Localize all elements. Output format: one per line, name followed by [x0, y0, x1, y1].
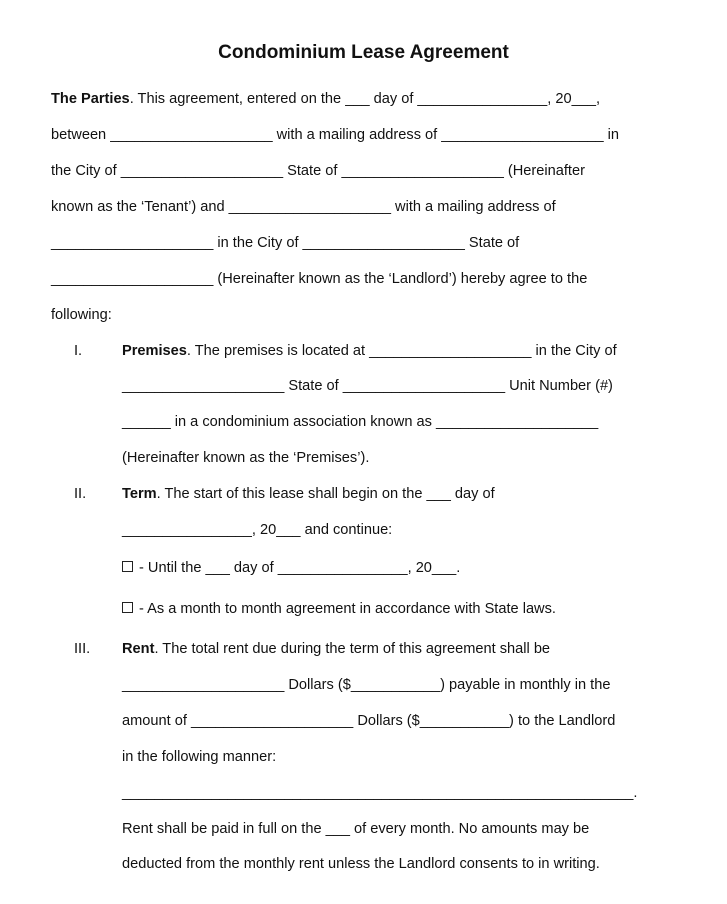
parties-line-2: between ____________________ with a mailing address of ____________________ in	[51, 127, 620, 143]
premises-line-4: (Hereinafter known as the ‘Premises’).	[122, 450, 370, 466]
parties-line-4: known as the ‘Tenant’) and ____________________ with a mailing address of	[51, 199, 556, 215]
rent-line-7: deducted from the monthly rent unless the Landlord consents to in writing.	[122, 856, 600, 872]
parties-line-3: the City of ____________________ State of ____________________ (Hereinafter	[51, 163, 585, 179]
rent-heading: Rent	[122, 641, 155, 657]
parties-line-6: ____________________ (Hereinafter known as the ‘Landlord’) hereby agree to the	[51, 271, 588, 287]
parties-text-1: . This agreement, entered on the ___ day of ________________, 20___,	[129, 91, 601, 107]
rent-line-2: ____________________ Dollars ($___________) payable in monthly in the	[122, 677, 611, 693]
rent-line-3: amount of ____________________ Dollars ($___________) to the Landlord	[122, 713, 616, 729]
section-number-premises: I.	[74, 343, 83, 359]
parties-line-5: ____________________ in the City of ____________________ State of	[51, 235, 520, 251]
term-option-month-to-month	[122, 600, 556, 618]
parties-heading: The Parties	[51, 91, 130, 107]
premises-line-3: ______ in a condominium association known as ____________________	[122, 414, 599, 430]
rent-line-1	[122, 640, 550, 658]
parties-line-1	[51, 90, 600, 108]
premises-heading: Premises	[122, 343, 187, 359]
term-heading: Term	[122, 486, 157, 502]
section-number-rent: III.	[74, 641, 91, 657]
month-to-month-checkbox[interactable]	[122, 602, 133, 613]
rent-line-5: _______________________________________________________________.	[122, 785, 638, 801]
rent-text-1: . The total rent due during the term of this agreement shall be	[154, 641, 551, 657]
premises-line-2: ____________________ State of ____________________ Unit Number (#)	[122, 378, 613, 394]
premises-line-1	[122, 342, 617, 360]
term-option-until	[122, 559, 460, 577]
term-line-2: ________________, 20___ and continue:	[122, 522, 393, 538]
document-title: Condominium Lease Agreement	[218, 42, 509, 63]
until-checkbox[interactable]	[122, 561, 133, 572]
term-line-1	[122, 485, 495, 503]
parties-line-7: following:	[51, 307, 112, 323]
term-option-until-label: - Until the ___ day of ________________, 20___.	[139, 560, 461, 576]
rent-line-6: Rent shall be paid in full on the ___ of every month. No amounts may be	[122, 821, 590, 837]
term-option-month-label: - As a month to month agreement in accordance with State laws.	[139, 601, 556, 617]
term-text-1: . The start of this lease shall begin on the ___ day of	[156, 486, 495, 502]
section-number-term: II.	[74, 486, 87, 502]
premises-text-1: . The premises is located at ____________________ in the City of	[186, 343, 617, 359]
rent-line-4: in the following manner:	[122, 749, 277, 765]
